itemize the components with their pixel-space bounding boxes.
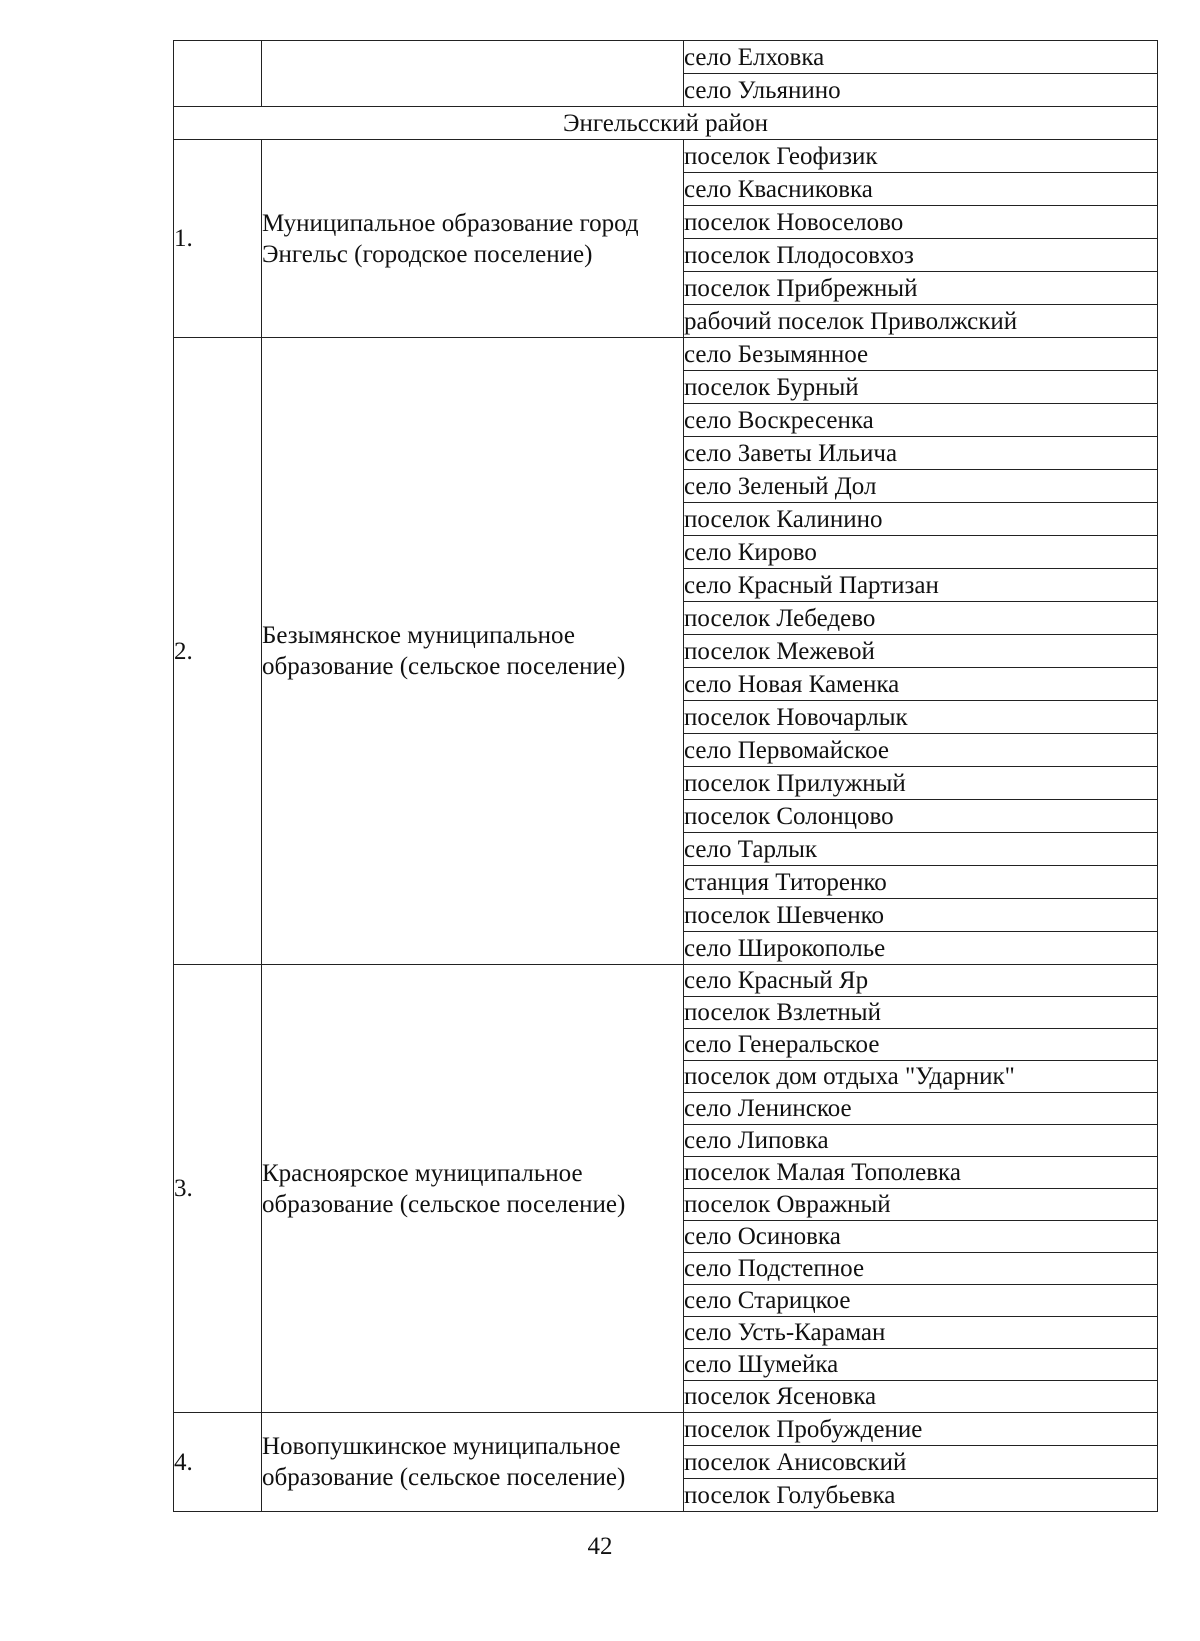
number-cell [174,41,262,107]
settlement-cell: село Воскресенка [684,404,1158,437]
settlement-cell: поселок дом отдыха "Ударник" [684,1061,1158,1093]
settlement-cell: село Новая Каменка [684,668,1158,701]
settlement-cell: село Широкополье [684,932,1158,965]
settlement-cell: село Заветы Ильича [684,437,1158,470]
settlement-cell: поселок Прибрежный [684,272,1158,305]
settlement-cell: село Елховка [684,41,1158,74]
settlement-cell: поселок Взлетный [684,997,1158,1029]
settlement-cell: поселок Шевченко [684,899,1158,932]
settlement-cell: поселок Прилужный [684,767,1158,800]
table-row [174,965,1158,997]
municipality-number: 1. [174,140,262,338]
settlement-cell: село Шумейка [684,1349,1158,1381]
settlement-cell: село Первомайское [684,734,1158,767]
settlement-cell: станция Титоренко [684,866,1158,899]
municipality-name: Муниципальное образование город Энгельс (городское поселение) [262,140,684,338]
municipality-name: Безымянское муниципальное образование (сельское поселение) [262,338,684,965]
municipality-number: 4. [174,1413,262,1512]
settlement-cell: поселок Новоселово [684,206,1158,239]
settlement-cell: поселок Малая Тополевка [684,1157,1158,1189]
settlement-cell: поселок Солонцово [684,800,1158,833]
settlement-cell: поселок Ясеновка [684,1381,1158,1413]
settlement-cell: село Старицкое [684,1285,1158,1317]
settlement-cell: село Подстепное [684,1253,1158,1285]
municipality-name: Красноярское муниципальное образование (сельское поселение) [262,965,684,1413]
settlement-cell: село Безымянное [684,338,1158,371]
page-number: 42 [587,1533,613,1560]
settlement-cell: село Зеленый Дол [684,470,1158,503]
settlement-cell: село Ульянино [684,74,1158,107]
settlements-table-body [174,41,1158,1512]
municipality-number: 3. [174,965,262,1413]
settlement-cell: село Красный Партизан [684,569,1158,602]
settlement-cell: село Липовка [684,1125,1158,1157]
settlement-cell: поселок Плодосовхоз [684,239,1158,272]
settlement-cell: село Ленинское [684,1093,1158,1125]
settlement-cell: село Кирово [684,536,1158,569]
municipality-name: Новопушкинское муниципальное образование (сельское поселение) [262,1413,684,1512]
settlement-cell: рабочий поселок Приволжский [684,305,1158,338]
settlement-cell: село Генеральское [684,1029,1158,1061]
settlement-cell: поселок Овражный [684,1189,1158,1221]
table-row [174,1413,1158,1446]
municipality-number: 2. [174,338,262,965]
name-cell [262,41,684,107]
settlement-cell: поселок Бурный [684,371,1158,404]
settlement-cell: село Тарлык [684,833,1158,866]
settlement-cell: село Осиновка [684,1221,1158,1253]
table-row [174,41,1158,74]
settlement-cell: село Квасниковка [684,173,1158,206]
settlement-cell: поселок Пробуждение [684,1413,1158,1446]
table-row [174,140,1158,173]
settlement-cell: поселок Калинино [684,503,1158,536]
settlement-cell: поселок Анисовский [684,1446,1158,1479]
district-title: Энгельсский район [174,107,1158,140]
district-row [174,107,1158,140]
settlements-table [173,40,1158,1512]
settlement-cell: поселок Новочарлык [684,701,1158,734]
settlement-cell: поселок Лебедево [684,602,1158,635]
settlement-cell: поселок Межевой [684,635,1158,668]
settlement-cell: поселок Геофизик [684,140,1158,173]
settlement-cell: село Усть-Караман [684,1317,1158,1349]
table-row [174,338,1158,371]
settlement-cell: поселок Голубьевка [684,1479,1158,1512]
settlement-cell: село Красный Яр [684,965,1158,997]
